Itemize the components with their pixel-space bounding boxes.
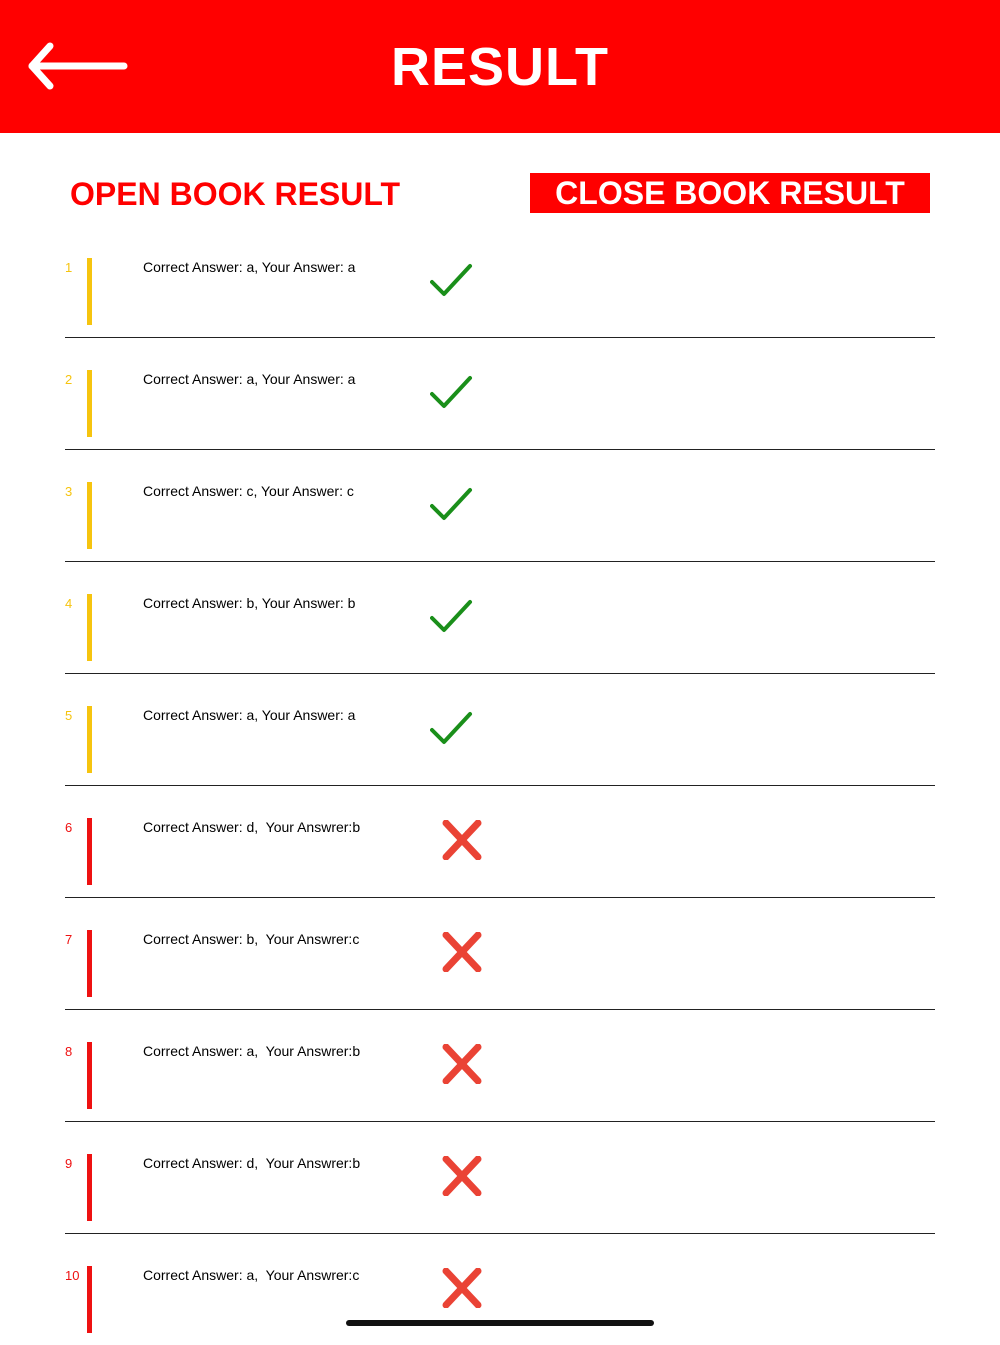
- correct-indicator-bar: [87, 594, 92, 661]
- check-icon: [430, 596, 474, 636]
- wrong-indicator-bar: [87, 1154, 92, 1221]
- correct-indicator-bar: [87, 370, 92, 437]
- result-list: [0, 226, 1000, 1345]
- wrong-indicator-bar: [87, 1042, 92, 1109]
- answer-text: Correct Answer: a, Your Answrer:b: [143, 1043, 361, 1059]
- wrong-indicator-bar: [87, 818, 92, 885]
- correct-indicator-bar: [87, 482, 92, 549]
- question-number: 5: [65, 708, 73, 723]
- result-row: [65, 1122, 935, 1234]
- answer-text: Correct Answer: a, Your Answer: a: [143, 259, 356, 275]
- answer-text: Correct Answer: b, Your Answrer:c: [143, 931, 360, 947]
- result-row: [65, 1010, 935, 1122]
- result-row: [65, 562, 935, 674]
- result-row: [65, 226, 935, 338]
- check-icon: [430, 484, 474, 524]
- check-icon: [430, 372, 474, 412]
- cross-icon: [440, 1156, 484, 1196]
- result-row: [65, 338, 935, 450]
- question-number: 3: [65, 484, 73, 499]
- result-row: [65, 674, 935, 786]
- answer-text: Correct Answer: a, Your Answer: a: [143, 371, 356, 387]
- answer-text: Correct Answer: b, Your Answer: b: [143, 595, 356, 611]
- answer-text: Correct Answer: a, Your Answrer:c: [143, 1267, 360, 1283]
- result-row: [65, 450, 935, 562]
- question-number: 8: [65, 1044, 73, 1059]
- answer-text: Correct Answer: c, Your Answer: c: [143, 483, 354, 499]
- answer-text: Correct Answer: d, Your Answrer:b: [143, 1155, 361, 1171]
- correct-indicator-bar: [87, 706, 92, 773]
- wrong-indicator-bar: [87, 930, 92, 997]
- check-icon: [430, 260, 474, 300]
- cross-icon: [440, 820, 484, 860]
- question-number: 7: [65, 932, 73, 947]
- header-bar: [0, 0, 1000, 133]
- cross-icon: [440, 1044, 484, 1084]
- question-number: 2: [65, 372, 73, 387]
- cross-icon: [440, 1268, 484, 1308]
- correct-indicator-bar: [87, 258, 92, 325]
- answer-text: Correct Answer: a, Your Answer: a: [143, 707, 356, 723]
- result-row: [65, 786, 935, 898]
- result-row: [65, 1234, 935, 1345]
- question-number: 10: [65, 1268, 80, 1283]
- question-number: 1: [65, 260, 73, 275]
- page-title: RESULT: [391, 37, 609, 97]
- question-number: 4: [65, 596, 73, 611]
- wrong-indicator-bar: [87, 1266, 92, 1333]
- check-icon: [430, 708, 474, 748]
- home-indicator: [346, 1320, 654, 1326]
- question-number: 6: [65, 820, 73, 835]
- question-number: 9: [65, 1156, 73, 1171]
- cross-icon: [440, 932, 484, 972]
- tab-open-book-result[interactable]: OPEN BOOK RESULT: [70, 176, 401, 212]
- result-row: [65, 898, 935, 1010]
- answer-text: Correct Answer: d, Your Answrer:b: [143, 819, 361, 835]
- tab-close-book-result[interactable]: CLOSE BOOK RESULT: [530, 173, 930, 213]
